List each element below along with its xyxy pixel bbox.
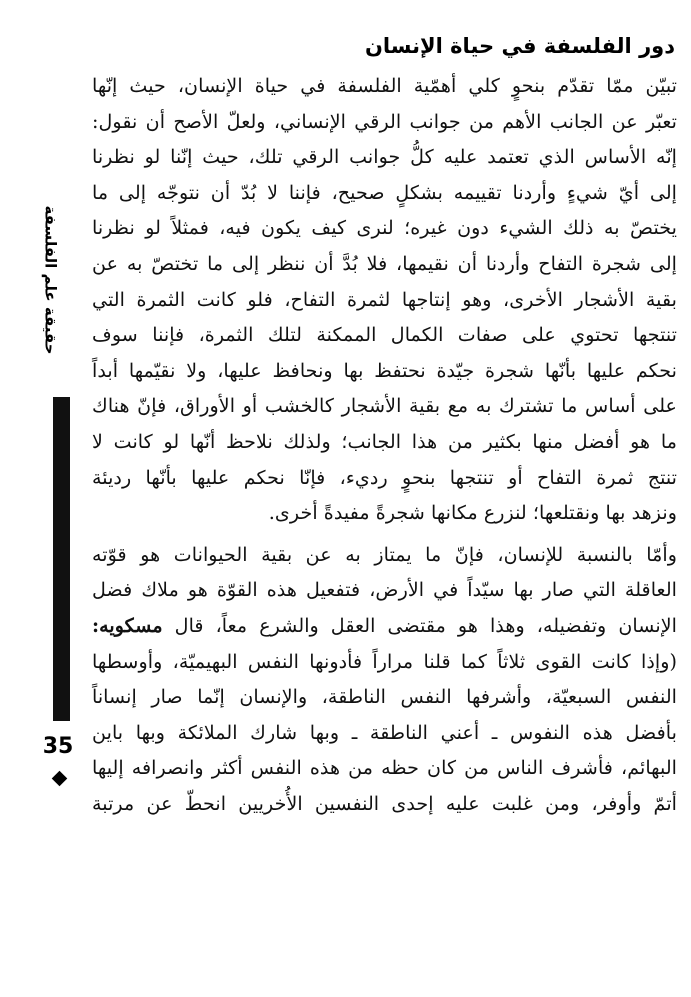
text-line: (وإذا كانت القوى ثلاثاً كما قلنا مراراً فأدونها النفس البهيميّة، وأوسطها xyxy=(92,649,677,673)
text-line: البهائم، فأشرف الناس من كان حظه من هذه النفس أكثر وانصرافه إليها xyxy=(92,756,677,780)
text-line: إلى أيّ شيءٍ وأردنا تقييمه بشكلٍ صحيح، فإننا لا بُدّ أن نتوجّه إلى ما xyxy=(92,180,677,204)
text-line: أتمّ وأوفر، ومن غلبت عليه إحدى النفسين الأُخريين انحطّ عن مرتبة xyxy=(92,791,677,815)
text-line: ما هو أفضل منها بكثير من هذا الجانب؛ ولذلك نلاحظ أنّها لو كانت لا xyxy=(92,429,677,453)
text-line: نحكم عليها بأنّها شجرة جيّدة نحتفظ بها ونحافظ عليها، ولا نقيّمها أبداً xyxy=(92,358,677,382)
text-line: وأمّا بالنسبة للإنسان، فإنّ ما يمتاز به عن بقية الحيوانات هو قوّته xyxy=(92,542,677,566)
text-line: النفس السبعيّة، وأشرفها النفس الناطقة، والإنسان إنّما صار إنساناً xyxy=(92,685,677,709)
quoted-author-name: مسكويه: xyxy=(92,613,163,637)
text-line: إلى شجرة التفاح وأردنا أن نقيمها، فلا بُدَّ أن ننظر إلى ما تختصّ به عن xyxy=(92,251,677,275)
side-book-title-text: حقيقة علم الفلسفة xyxy=(42,205,60,355)
body-text xyxy=(92,68,677,821)
text-line-segment: الإنسان وتفضيله، وهذا هو مقتضى العقل والشرع معاً، قال xyxy=(162,613,677,637)
text-line: على أساس ما تشترك به مع بقية الأشجار كالخشب أو الأوراق، فإنّ هناك xyxy=(92,394,677,418)
text-line: تبيّن ممّا تقدّم بنحوٍ كلي أهمّية الفلسفة في حياة الإنسان، حيث إنّها xyxy=(92,74,677,97)
text-line: إنّه الأساس الذي تعتمد عليه كلُّ جوانب الرقي تلك، حيث إنّنا لو نظرنا xyxy=(92,145,677,169)
page-number: 35 xyxy=(42,734,74,759)
text-line-with-author xyxy=(92,608,677,644)
running-header-title: دور الفلسفة في حياة الإنسان xyxy=(364,34,675,58)
text-line: تعبّر عن الجانب الأهم من جوانب الرقي الإنساني، ولعلّ الأصح أن نقول: xyxy=(92,109,677,133)
side-decorative-bar xyxy=(53,397,70,721)
text-line: تنتج ثمرة التفاح أو تنتجها بنحوٍ رديء، فإنّا نحكم عليها بأنّها رديئة xyxy=(92,465,677,489)
text-line: بقية الأشجار الأخرى، وهو إنتاجها لثمرة التفاح، فلو كانت الثمرة التي xyxy=(92,287,677,311)
diamond-ornament-icon xyxy=(52,771,68,787)
side-book-title xyxy=(36,205,66,355)
text-line: ونزهد بها ونقتلعها؛ لنزرع مكانها شجرةً مفيدةً أخرى. xyxy=(268,501,677,525)
text-line: تنتجها تحتوي على صفات الكمال الممكنة لتلك الثمرة، فإننا سوف xyxy=(92,323,677,347)
text-line: العاقلة التي صار بها سيّداً في الأرض، فتفعيل هذه القوّة هو ملاك فضل xyxy=(92,578,677,602)
text-line: يختصّ به ذلك الشيء دون غيره؛ لنرى كيف يكون فيه، فمثلاً لو نظرنا xyxy=(92,216,677,240)
text-line: بأفضل هذه النفوس ـ أعني الناطقة ـ وبها شارك الملائكة وبها باين xyxy=(92,720,677,744)
